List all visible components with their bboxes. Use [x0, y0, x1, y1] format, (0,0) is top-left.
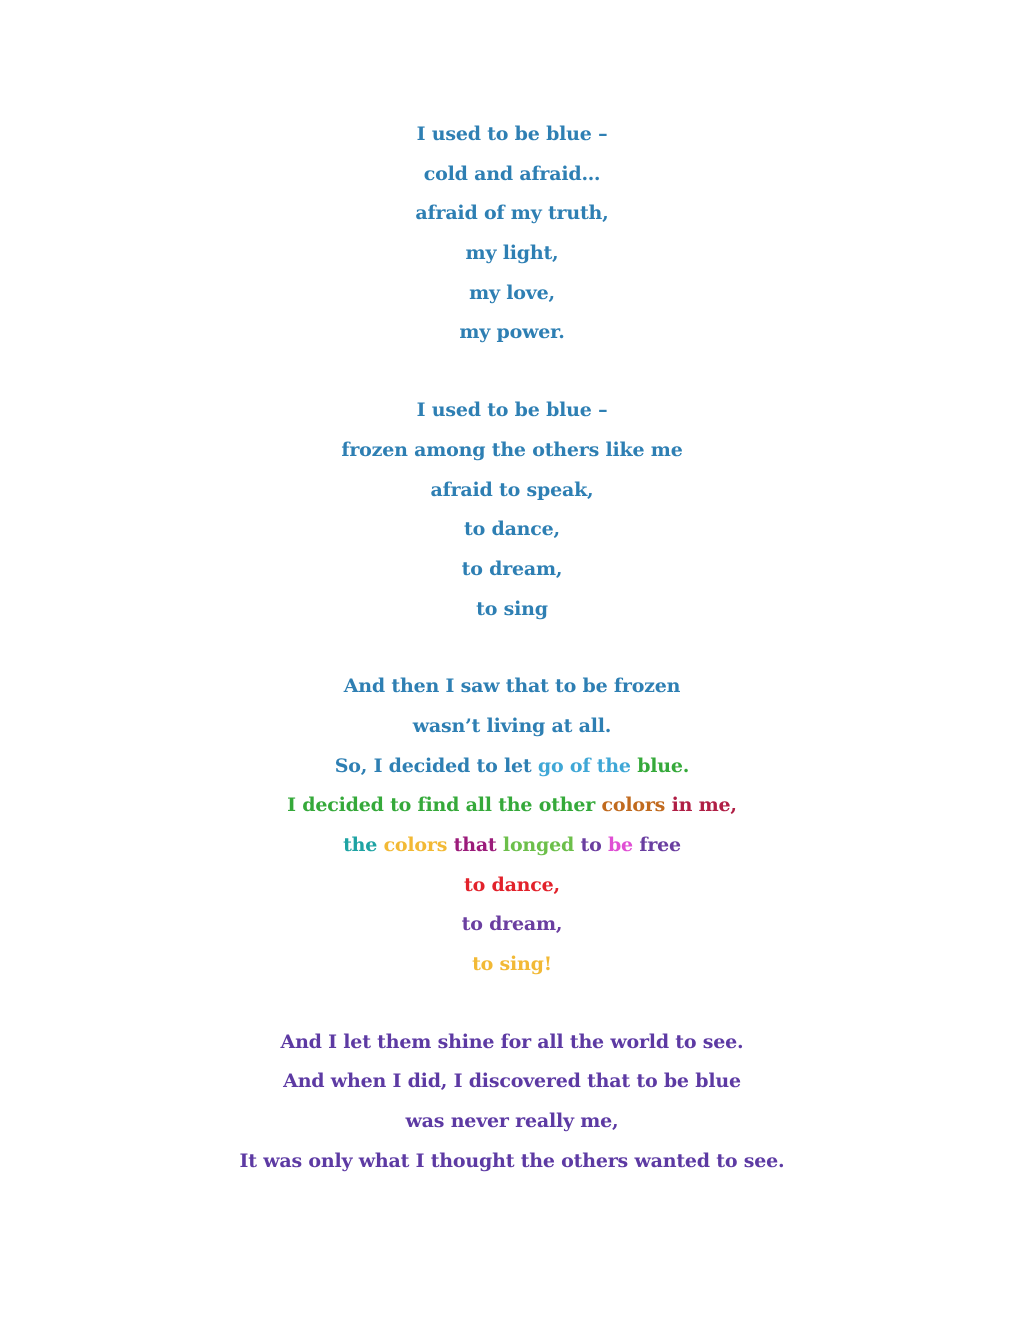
poem-line: [0, 554, 1024, 594]
poem-text-segment: longed: [502, 834, 581, 856]
poem-text-segment: colors: [383, 834, 454, 856]
poem-text-segment: free: [639, 834, 681, 856]
poem-line: [0, 1066, 1024, 1106]
poem-text-segment: to: [580, 834, 608, 856]
poem-text-segment: frozen among the others like me: [341, 438, 683, 461]
poem-text-segment: I decided to find all the other: [287, 794, 602, 817]
poem-text-segment: And when I did, I discovered that to be blue: [283, 1070, 741, 1093]
poem-line: [0, 1027, 1024, 1067]
poem-text-segment: afraid to speak,: [430, 478, 594, 501]
poem-text-segment: my love,: [469, 281, 555, 304]
poem-text-segment: to dream,: [461, 557, 563, 580]
poem-line: [0, 1106, 1024, 1146]
poem-text-segment: to sing!: [472, 953, 552, 976]
poem-line: [0, 594, 1024, 634]
poem-text-segment: cold and afraid…: [423, 162, 601, 185]
poem-text-segment: And I let them shine for all the world to see.: [280, 1030, 744, 1053]
poem-text-segment: So, I decided to let: [334, 754, 538, 777]
stanza: [0, 119, 1024, 357]
poem-text-segment: was never really me,: [405, 1110, 619, 1133]
poem-text-segment: be: [607, 834, 640, 856]
poem-line: [0, 198, 1024, 238]
stanza: [0, 1027, 1024, 1186]
poem-text-segment: go of the: [537, 754, 638, 777]
poem-text-segment: I used to be blue –: [416, 399, 608, 422]
poem-text-segment: blue.: [637, 754, 690, 777]
poem-line: [0, 514, 1024, 554]
poem-line: [0, 909, 1024, 949]
poem-line: [0, 949, 1024, 989]
stanza-break: [0, 989, 1024, 1027]
poem-text-segment: my light,: [465, 242, 559, 265]
poem-line: [0, 278, 1024, 318]
poem-text-segment: to dance,: [464, 518, 560, 541]
poem-line: [0, 159, 1024, 199]
poem-line: [0, 830, 1024, 870]
poem-text-segment: in me,: [671, 794, 737, 817]
poem: [0, 119, 1024, 1186]
poem-text-segment: And then I saw that to be frozen: [343, 675, 681, 698]
poem-text-segment: my power.: [459, 321, 565, 344]
poem-line: [0, 790, 1024, 830]
poem-line: [0, 1146, 1024, 1186]
poem-line: [0, 475, 1024, 515]
poem-text-segment: the: [343, 834, 384, 856]
poem-text-segment: that: [453, 834, 503, 856]
poem-text-segment: It was only what I thought the others wanted to see.: [239, 1149, 785, 1172]
poem-text-segment: colors: [601, 794, 672, 817]
stanza: [0, 395, 1024, 633]
poem-line: [0, 119, 1024, 159]
poem-text-segment: wasn’t living at all.: [412, 714, 612, 737]
stanza-break: [0, 633, 1024, 671]
poem-line: [0, 238, 1024, 278]
poem-text-segment: to dream,: [461, 913, 563, 936]
poem-text-segment: afraid of my truth,: [415, 202, 609, 225]
poem-line: [0, 435, 1024, 475]
poem-line: [0, 317, 1024, 357]
poem-line: [0, 751, 1024, 791]
poem-text-segment: I used to be blue –: [416, 123, 608, 145]
poem-text-segment: to sing: [476, 597, 548, 620]
poem-line: [0, 395, 1024, 435]
poem-line: [0, 671, 1024, 711]
poem-line: [0, 711, 1024, 751]
stanza-break: [0, 357, 1024, 395]
poem-text-segment: to dance,: [464, 873, 560, 896]
poem-line: [0, 870, 1024, 910]
stanza: [0, 671, 1024, 989]
